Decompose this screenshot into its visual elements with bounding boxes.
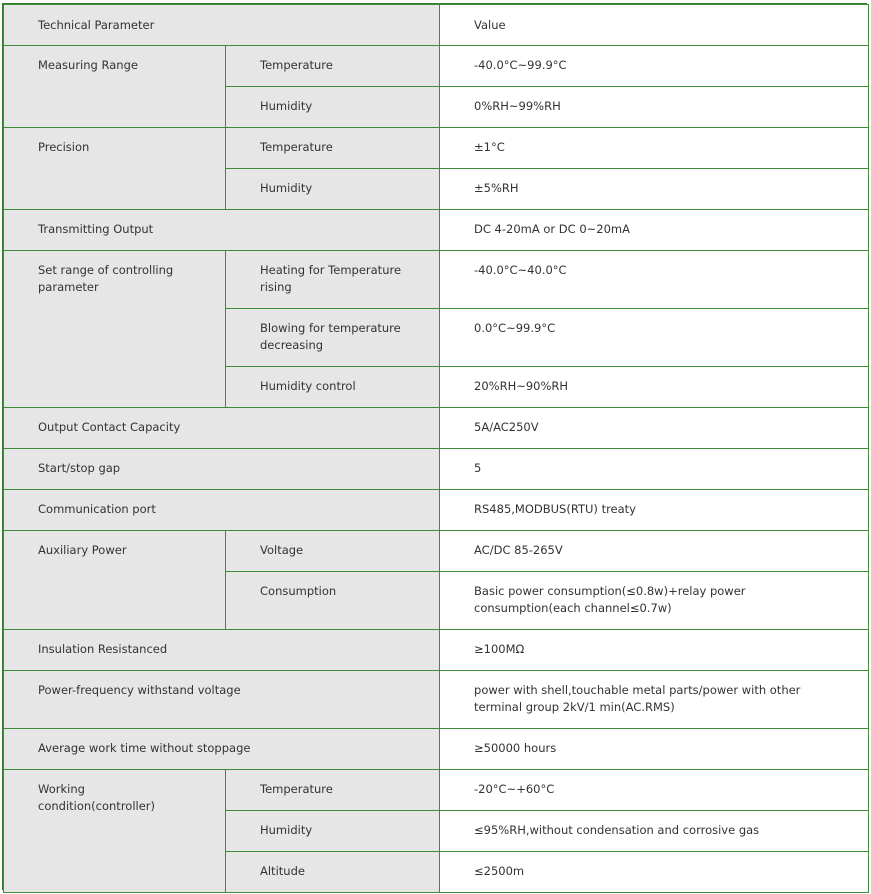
output-contact-cell bbox=[4, 408, 440, 449]
table-row bbox=[4, 251, 869, 309]
transmitting-output-value: DC 4-20mA or DC 0~20mA bbox=[474, 222, 630, 236]
value-cell bbox=[440, 852, 869, 893]
value-cell bbox=[440, 210, 869, 251]
working-humidity-label: Humidity bbox=[260, 823, 313, 837]
value-cell bbox=[440, 367, 869, 408]
table-row bbox=[4, 128, 869, 169]
precision-humidity-label: Humidity bbox=[260, 181, 313, 195]
value-cell bbox=[440, 490, 869, 531]
transmitting-output-label: Transmitting Output bbox=[38, 222, 154, 236]
power-frequency-cell bbox=[4, 671, 440, 729]
precision-humidity-value: ±5%RH bbox=[474, 181, 519, 195]
value-cell bbox=[440, 46, 869, 87]
average-work-time-cell bbox=[4, 729, 440, 770]
voltage-label: Voltage bbox=[260, 543, 304, 557]
table-row bbox=[4, 729, 869, 770]
sub-label-cell bbox=[226, 309, 440, 367]
sub-label-cell bbox=[226, 811, 440, 852]
heating-label: Heating for Temperature rising bbox=[260, 263, 402, 294]
value-cell bbox=[440, 128, 869, 169]
auxiliary-power-label: Auxiliary Power bbox=[38, 543, 127, 557]
table-row bbox=[4, 449, 869, 490]
value-cell bbox=[440, 671, 869, 729]
table-header-row bbox=[4, 5, 869, 46]
value-cell bbox=[440, 449, 869, 490]
value-cell bbox=[440, 770, 869, 811]
technical-parameter-table bbox=[3, 4, 869, 893]
measuring-range-label: Measuring Range bbox=[38, 58, 138, 72]
humidity-control-value: 20%RH~90%RH bbox=[474, 379, 569, 393]
heating-value: -40.0°C~40.0°C bbox=[474, 263, 567, 277]
sub-label-cell bbox=[226, 572, 440, 630]
table-row bbox=[4, 490, 869, 531]
working-condition-label: Working condition(controller) bbox=[38, 782, 156, 813]
communication-port-cell bbox=[4, 490, 440, 531]
header-param-cell bbox=[4, 5, 440, 46]
value-cell bbox=[440, 87, 869, 128]
table-row bbox=[4, 770, 869, 811]
precision-label: Precision bbox=[38, 140, 90, 154]
measuring-range-humidity-label: Humidity bbox=[260, 99, 313, 113]
working-altitude-value: ≤2500m bbox=[474, 864, 525, 878]
working-condition-cell bbox=[4, 770, 226, 893]
communication-port-label: Communication port bbox=[38, 502, 156, 516]
working-altitude-label: Altitude bbox=[260, 864, 305, 878]
insulation-cell bbox=[4, 630, 440, 671]
sub-label-cell bbox=[226, 770, 440, 811]
table-row bbox=[4, 210, 869, 251]
measuring-range-cell bbox=[4, 46, 226, 128]
sub-label-cell bbox=[226, 251, 440, 309]
consumption-label: Consumption bbox=[260, 584, 337, 598]
blowing-value: 0.0°C~99.9°C bbox=[474, 321, 556, 335]
start-stop-gap-value: 5 bbox=[474, 461, 482, 475]
auxiliary-power-cell bbox=[4, 531, 226, 630]
value-cell bbox=[440, 309, 869, 367]
table-row bbox=[4, 671, 869, 729]
blowing-label: Blowing for temperature decreasing bbox=[260, 321, 401, 352]
insulation-label: Insulation Resistanced bbox=[38, 642, 168, 656]
precision-cell bbox=[4, 128, 226, 210]
value-cell bbox=[440, 408, 869, 449]
table-row bbox=[4, 630, 869, 671]
transmitting-output-cell bbox=[4, 210, 440, 251]
sub-label-cell bbox=[226, 87, 440, 128]
output-contact-label: Output Contact Capacity bbox=[38, 420, 181, 434]
consumption-value: Basic power consumption(≤0.8w)+relay power consumption(each channel≤0.7w) bbox=[474, 584, 746, 615]
value-cell bbox=[440, 251, 869, 309]
working-temperature-label: Temperature bbox=[260, 782, 333, 796]
humidity-control-label: Humidity control bbox=[260, 379, 356, 393]
set-range-label: Set range of controlling parameter bbox=[38, 263, 174, 294]
value-cell bbox=[440, 630, 869, 671]
measuring-range-humidity-value: 0%RH~99%RH bbox=[474, 99, 561, 113]
table-row bbox=[4, 408, 869, 449]
power-frequency-value: power with shell,touchable metal parts/power with other terminal group 2kV/1 min(AC.RMS) bbox=[474, 683, 801, 714]
value-cell bbox=[440, 811, 869, 852]
sub-label-cell bbox=[226, 169, 440, 210]
measuring-range-temperature-value: -40.0°C~99.9°C bbox=[474, 58, 567, 72]
sub-label-cell bbox=[226, 46, 440, 87]
average-work-time-value: ≥50000 hours bbox=[474, 741, 557, 755]
table-row bbox=[4, 531, 869, 572]
value-cell bbox=[440, 169, 869, 210]
sub-label-cell bbox=[226, 852, 440, 893]
output-contact-value: 5A/AC250V bbox=[474, 420, 539, 434]
header-param-label: Technical Parameter bbox=[38, 18, 155, 32]
start-stop-gap-cell bbox=[4, 449, 440, 490]
header-value-label: Value bbox=[474, 18, 506, 32]
value-cell bbox=[440, 572, 869, 630]
value-cell bbox=[440, 729, 869, 770]
set-range-cell bbox=[4, 251, 226, 408]
sub-label-cell bbox=[226, 367, 440, 408]
table-row bbox=[4, 46, 869, 87]
power-frequency-label: Power-frequency withstand voltage bbox=[38, 683, 241, 697]
communication-port-value: RS485,MODBUS(RTU) treaty bbox=[474, 502, 636, 516]
average-work-time-label: Average work time without stoppage bbox=[38, 741, 251, 755]
precision-temperature-value: ±1°C bbox=[474, 140, 505, 154]
header-value-cell bbox=[440, 5, 869, 46]
voltage-value: AC/DC 85-265V bbox=[474, 543, 563, 557]
insulation-value: ≥100MΩ bbox=[474, 642, 525, 656]
value-cell bbox=[440, 531, 869, 572]
sub-label-cell bbox=[226, 531, 440, 572]
start-stop-gap-label: Start/stop gap bbox=[38, 461, 121, 475]
measuring-range-temperature-label: Temperature bbox=[260, 58, 333, 72]
precision-temperature-label: Temperature bbox=[260, 140, 333, 154]
working-humidity-value: ≤95%RH,without condensation and corrosive gas bbox=[474, 823, 760, 837]
working-temperature-value: -20°C~+60°C bbox=[474, 782, 555, 796]
sub-label-cell bbox=[226, 128, 440, 169]
